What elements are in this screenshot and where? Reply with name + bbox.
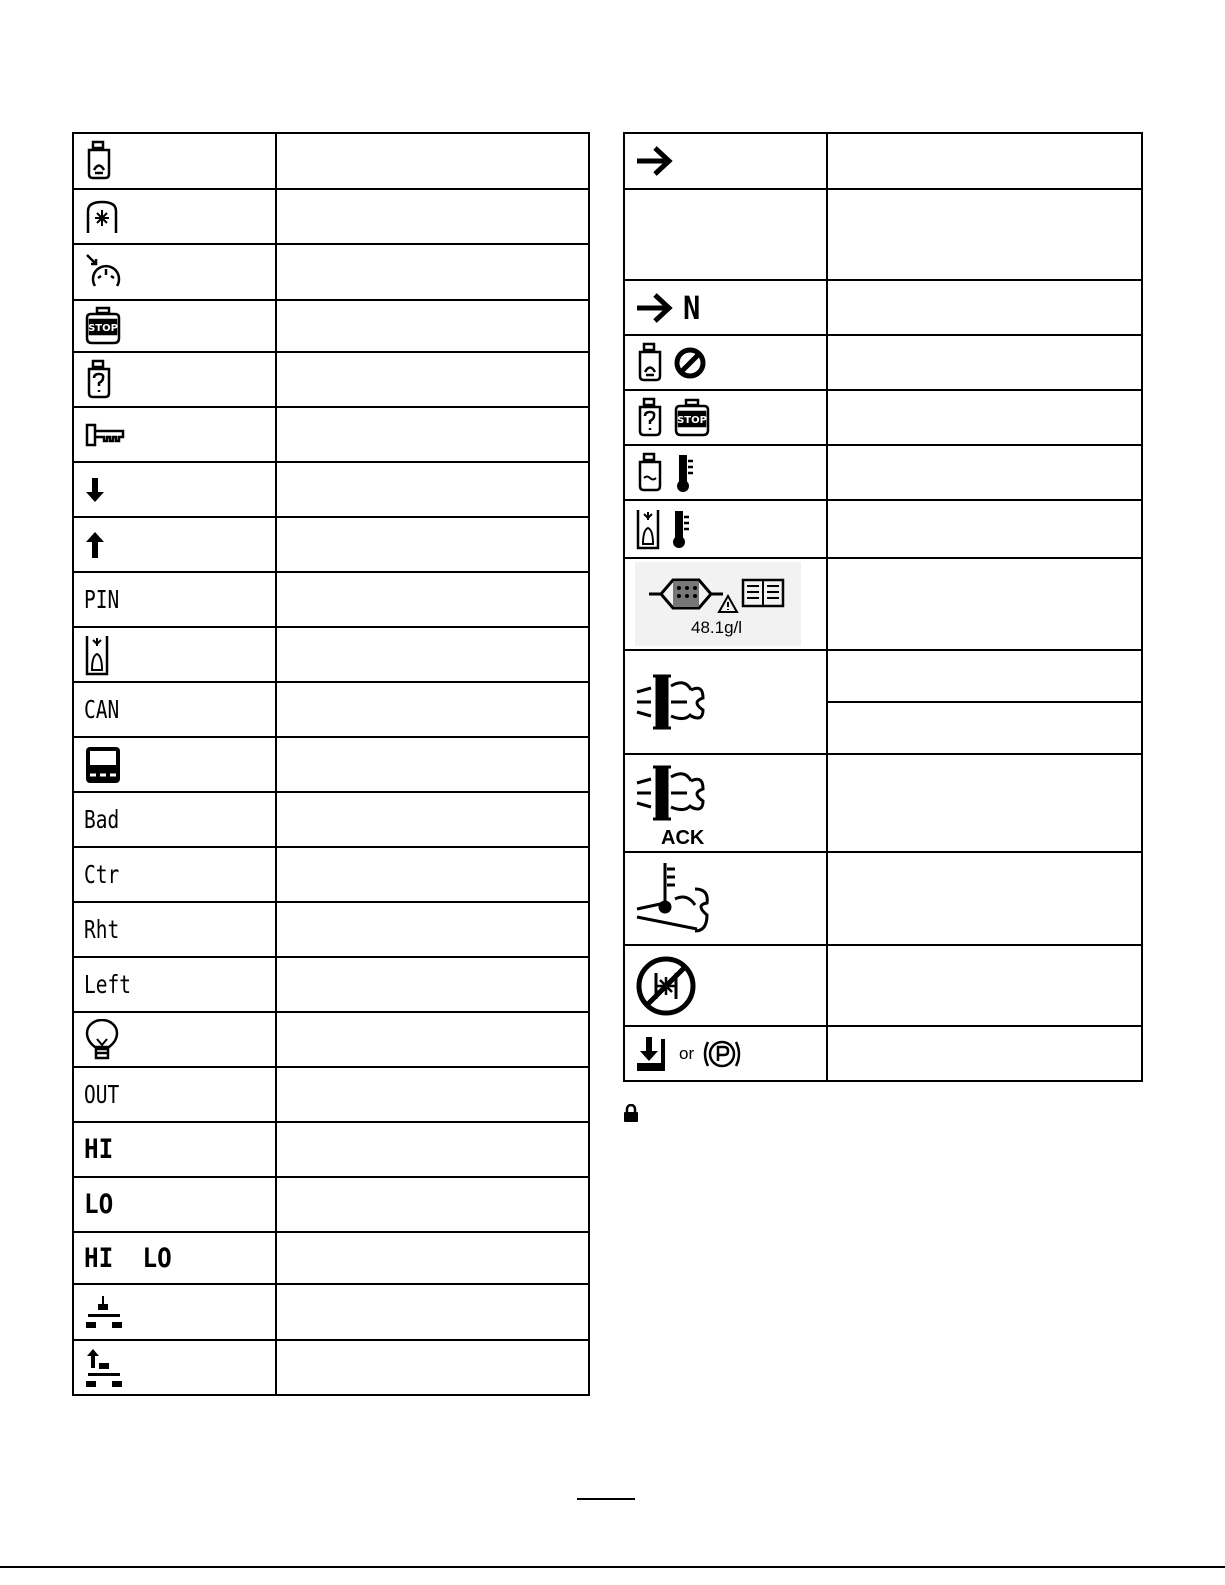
- prohibited-icon: [673, 346, 707, 380]
- symbol-table-right: [623, 132, 1143, 1082]
- hi-text: HI: [84, 1134, 114, 1165]
- table-row: [624, 558, 1142, 650]
- table-row: [624, 650, 1142, 702]
- glow-plug-icon: [84, 199, 120, 235]
- svg-text:STOP: STOP: [88, 323, 118, 334]
- dpf-regen-ack-icon: [635, 763, 717, 823]
- engine-stop-icon: [673, 398, 713, 438]
- table-row: [73, 352, 589, 407]
- bad-text: Bad: [84, 805, 120, 834]
- svg-text:STOP: STOP: [677, 414, 707, 426]
- table-row: [624, 1026, 1142, 1081]
- thermometer-icon: [673, 453, 695, 493]
- table-row: [73, 792, 589, 847]
- left-text: Left: [84, 970, 131, 999]
- engine-fault-icon: [635, 397, 665, 439]
- high-exhaust-temp-icon: [635, 859, 717, 939]
- table-row: [624, 335, 1142, 390]
- table-row: [73, 189, 589, 244]
- symbol-table-left: [72, 132, 590, 1396]
- table-row: [624, 945, 1142, 1026]
- rht-text: Rht: [84, 915, 120, 944]
- table-row: [73, 1284, 589, 1340]
- table-row: [624, 189, 1142, 280]
- out-text: OUT: [84, 1080, 120, 1109]
- fuel-filter-icon: [84, 634, 110, 676]
- table-row: [624, 280, 1142, 335]
- parking-brake-lever-icon: [635, 1035, 671, 1073]
- page-bottom-rule: [0, 1566, 1225, 1568]
- soot-load-value: 48.1g/l: [691, 618, 743, 637]
- parking-brake-icon: [702, 1036, 742, 1072]
- or-label: or: [679, 1043, 695, 1063]
- table-row: [73, 847, 589, 902]
- engine-stop-icon: [84, 306, 124, 346]
- table-row: [73, 1177, 589, 1232]
- arrow-down-icon: [84, 476, 108, 504]
- table-row: [624, 133, 1142, 189]
- bulb-icon: [84, 1019, 120, 1061]
- arrow-up-icon: [84, 530, 108, 560]
- display-icon: [84, 745, 122, 785]
- regen-inhibit-icon: [635, 955, 697, 1017]
- can-text: CAN: [84, 695, 120, 724]
- table-row: [624, 445, 1142, 500]
- ack-label: ACK: [661, 827, 705, 849]
- pto-icon: [84, 1294, 124, 1330]
- ctr-text: Ctr: [84, 860, 120, 889]
- table-row: [73, 244, 589, 300]
- table-row: [73, 1340, 589, 1395]
- lo-text: LO: [84, 1189, 114, 1220]
- table-row: [73, 1232, 589, 1284]
- table-row: [73, 1012, 589, 1067]
- table-row: [73, 737, 589, 792]
- table-row: [624, 754, 1142, 852]
- table-row: [73, 902, 589, 957]
- table-row: [73, 407, 589, 462]
- table-row: [73, 133, 589, 189]
- page-number-rule: [577, 1498, 635, 1500]
- arrow-right-icon: [635, 291, 675, 325]
- engine-start-icon: [635, 342, 665, 384]
- key-icon: [84, 421, 126, 449]
- table-row: [73, 1122, 589, 1177]
- hi-lo-text: HI LO: [84, 1242, 172, 1274]
- table-row: [73, 572, 589, 627]
- table-row: [624, 390, 1142, 445]
- table-row: [73, 957, 589, 1012]
- table-row: [73, 517, 589, 572]
- lock-icon: [623, 1104, 639, 1122]
- thermometer-icon: [669, 509, 691, 549]
- neutral-label: N: [683, 288, 701, 327]
- dpf-regen-icon: [635, 672, 717, 732]
- dpf-screen: [635, 562, 801, 646]
- pin-text: PIN: [84, 585, 120, 614]
- reduce-speed-icon: [84, 252, 124, 292]
- fuel-filter-icon: [635, 508, 661, 550]
- arrow-right-icon: [635, 144, 675, 178]
- table-row: [73, 682, 589, 737]
- table-row: [73, 462, 589, 517]
- table-row: [73, 627, 589, 682]
- dpf-soot-icon: [635, 562, 801, 618]
- table-row: [624, 500, 1142, 558]
- engine-start-icon: [84, 140, 114, 182]
- table-row: [73, 300, 589, 352]
- engine-coolant-icon: [635, 452, 665, 494]
- table-row: [624, 852, 1142, 945]
- table-row: [73, 1067, 589, 1122]
- raise-decks-icon: [84, 1347, 124, 1389]
- engine-fault-icon: [84, 359, 114, 401]
